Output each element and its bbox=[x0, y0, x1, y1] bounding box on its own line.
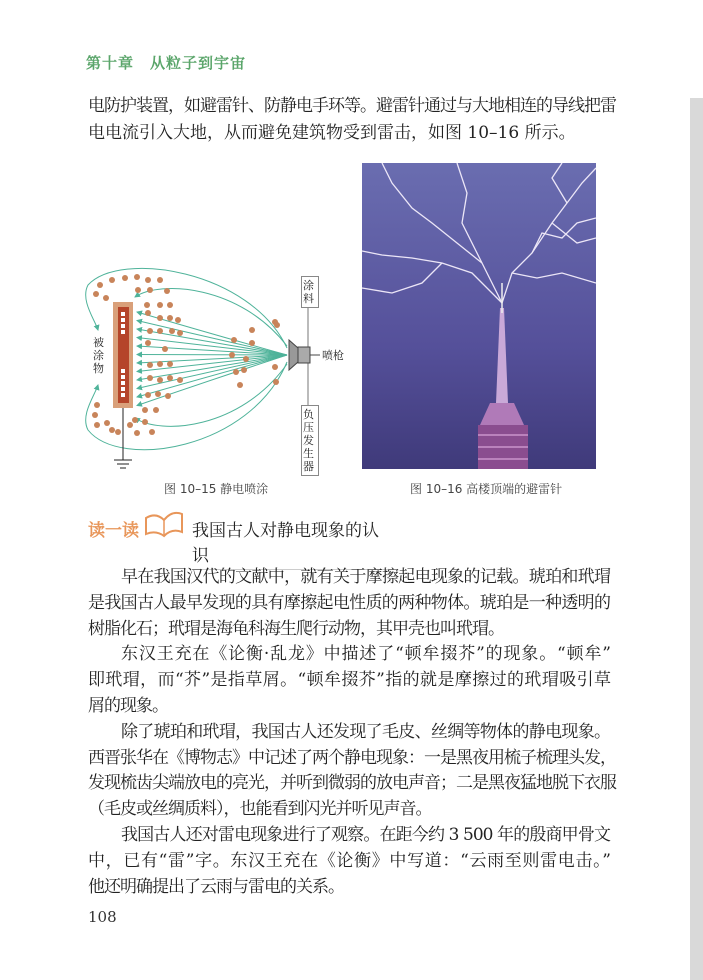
paint-particle bbox=[94, 402, 100, 408]
paragraph-line: 即玳瑁，而“芥”是指草屑。“顿牟掇芥”指的就是摩擦过的玳瑁吸引草 bbox=[88, 670, 610, 690]
paint-particle bbox=[147, 287, 153, 293]
paragraph-line: 早在我国汉代的文献中，就有关于摩擦起电现象的记载。琥珀和玳瑁 bbox=[121, 567, 610, 587]
spray-gun-body bbox=[298, 347, 310, 363]
paragraph-line: 树脂化石；玳瑁是海龟科海生爬行动物，其甲壳也叫玳瑁。 bbox=[88, 619, 504, 639]
paragraph-line: 他还明确提出了云雨与雷电的关系。 bbox=[88, 877, 344, 897]
paragraph-line: 东汉王充在《论衡·乱龙》中描述了“顿牟掇芥”的现象。“顿牟” bbox=[121, 644, 610, 664]
spray-gun-label: 喷枪 bbox=[322, 349, 344, 362]
plate-hole bbox=[121, 312, 125, 316]
paint-particle bbox=[157, 315, 163, 321]
paint-particle bbox=[175, 317, 181, 323]
spray-gun-nozzle bbox=[289, 340, 298, 370]
paint-particle bbox=[157, 377, 163, 383]
paragraph-line: 屑的现象。 bbox=[88, 696, 168, 716]
plate-hole bbox=[121, 381, 125, 385]
paint-particle bbox=[164, 288, 170, 294]
paint-particle bbox=[177, 377, 183, 383]
paint-particle bbox=[145, 340, 151, 346]
paint-particle bbox=[149, 429, 155, 435]
paint-particle bbox=[147, 328, 153, 334]
intro-line: 电电流引入大地，从而避免建筑物受到雷击，如图 10–16 所示。 bbox=[88, 123, 576, 143]
paragraph-line: 除了琥珀和玳瑁，我国古人还发现了毛皮、丝绸等物体的静电现象。 bbox=[121, 722, 610, 742]
paragraph-line: 发现梳齿尖端放电的亮光，并听到微弱的放电声音；二是黑夜猛地脱下衣服 bbox=[88, 773, 616, 793]
paint-particle bbox=[97, 282, 103, 288]
paint-particle bbox=[272, 364, 278, 370]
plate-hole bbox=[121, 369, 125, 373]
paint-particle bbox=[162, 346, 168, 352]
paint-particle bbox=[249, 327, 255, 333]
paint-particle bbox=[147, 375, 153, 381]
field-line bbox=[137, 355, 287, 356]
paragraph-line: 中，已有“雷”字。东汉王充在《论衡》中写道：“云雨至则雷电击。” bbox=[88, 851, 610, 871]
paint-particle bbox=[145, 392, 151, 398]
paint-particle bbox=[167, 302, 173, 308]
field-line bbox=[137, 338, 287, 356]
paint-particle bbox=[249, 340, 255, 346]
paint-particle bbox=[274, 322, 280, 328]
paragraph-line: 西晋张华在《博物志》中记述了两个静电现象：一是黑夜用梳子梳理头发， bbox=[88, 748, 616, 768]
paint-particle bbox=[144, 302, 150, 308]
paint-particle bbox=[147, 362, 153, 368]
paint-particle bbox=[132, 417, 138, 423]
paint-particle bbox=[165, 393, 171, 399]
paint-particle bbox=[167, 315, 173, 321]
paint-particle bbox=[142, 419, 148, 425]
plate-hole bbox=[121, 393, 125, 397]
plate-hole bbox=[121, 375, 125, 379]
paint-particle bbox=[157, 277, 163, 283]
paint-particle bbox=[229, 352, 235, 358]
pressure-generator-label: 负压发生器 bbox=[301, 405, 319, 476]
coated-object-label: 被涂物 bbox=[93, 336, 104, 375]
reading-tag: 读一读 bbox=[88, 521, 139, 541]
paint-particle bbox=[233, 369, 239, 375]
reading-title: 我国古人对静电现象的认识 bbox=[192, 516, 392, 570]
paint-particle bbox=[134, 430, 140, 436]
paint-particle bbox=[127, 422, 133, 428]
paint-particle bbox=[103, 295, 109, 301]
paint-particle bbox=[155, 391, 161, 397]
paragraph-line: 我国古人还对雷电现象进行了观察。在距今约 3 500 年的殷商甲骨文 bbox=[121, 825, 610, 845]
plate-hole bbox=[121, 324, 125, 328]
paint-particle bbox=[273, 379, 279, 385]
paint-particle bbox=[169, 328, 175, 334]
paint-particle bbox=[145, 310, 151, 316]
page-number: 108 bbox=[88, 908, 117, 926]
chapter-header: 第十章 从粒子到宇宙 bbox=[86, 54, 247, 72]
paint-label: 涂料 bbox=[301, 276, 319, 308]
paint-particle bbox=[177, 330, 183, 336]
paragraph-line: 是我国古人最早发现的具有摩擦起电性质的两种物体。琥珀是一种透明的 bbox=[88, 593, 610, 613]
paint-particle bbox=[94, 422, 100, 428]
paint-particle bbox=[157, 361, 163, 367]
paint-particle bbox=[157, 328, 163, 334]
paint-particle bbox=[92, 412, 98, 418]
paint-particle bbox=[122, 275, 128, 281]
paint-particle bbox=[142, 407, 148, 413]
paint-particle bbox=[109, 427, 115, 433]
lightning-rod-photo bbox=[362, 163, 596, 469]
figure-16-caption: 图 10–16 高楼顶端的避雷针 bbox=[410, 482, 563, 496]
paint-particle bbox=[241, 367, 247, 373]
page-edge-strip bbox=[690, 98, 703, 980]
open-book-icon bbox=[142, 508, 186, 540]
paint-particle bbox=[93, 291, 99, 297]
paint-particle bbox=[231, 337, 237, 343]
paragraph-line: （毛皮或丝绸质料），也能看到闪光并听见声音。 bbox=[88, 799, 432, 819]
paint-particle bbox=[109, 277, 115, 283]
paint-particle bbox=[157, 302, 163, 308]
plate-hole bbox=[121, 318, 125, 322]
paint-particle bbox=[167, 361, 173, 367]
plate-hole bbox=[121, 330, 125, 334]
intro-line: 电防护装置，如避雷针、防静电手环等。避雷针通过与大地相连的导线把雷 bbox=[88, 96, 616, 116]
paint-particle bbox=[153, 407, 159, 413]
paint-particle bbox=[104, 420, 110, 426]
paint-particle bbox=[243, 356, 249, 362]
paint-particle bbox=[115, 429, 121, 435]
paint-particle bbox=[135, 287, 141, 293]
field-line bbox=[137, 355, 287, 389]
field-line bbox=[137, 321, 287, 356]
plate-hole bbox=[121, 387, 125, 391]
paint-particle bbox=[237, 382, 243, 388]
paint-particle bbox=[134, 274, 140, 280]
paint-particle bbox=[167, 375, 173, 381]
paint-particle bbox=[145, 277, 151, 283]
figure-15-caption: 图 10–15 静电喷涂 bbox=[164, 482, 269, 496]
field-line bbox=[137, 346, 287, 355]
